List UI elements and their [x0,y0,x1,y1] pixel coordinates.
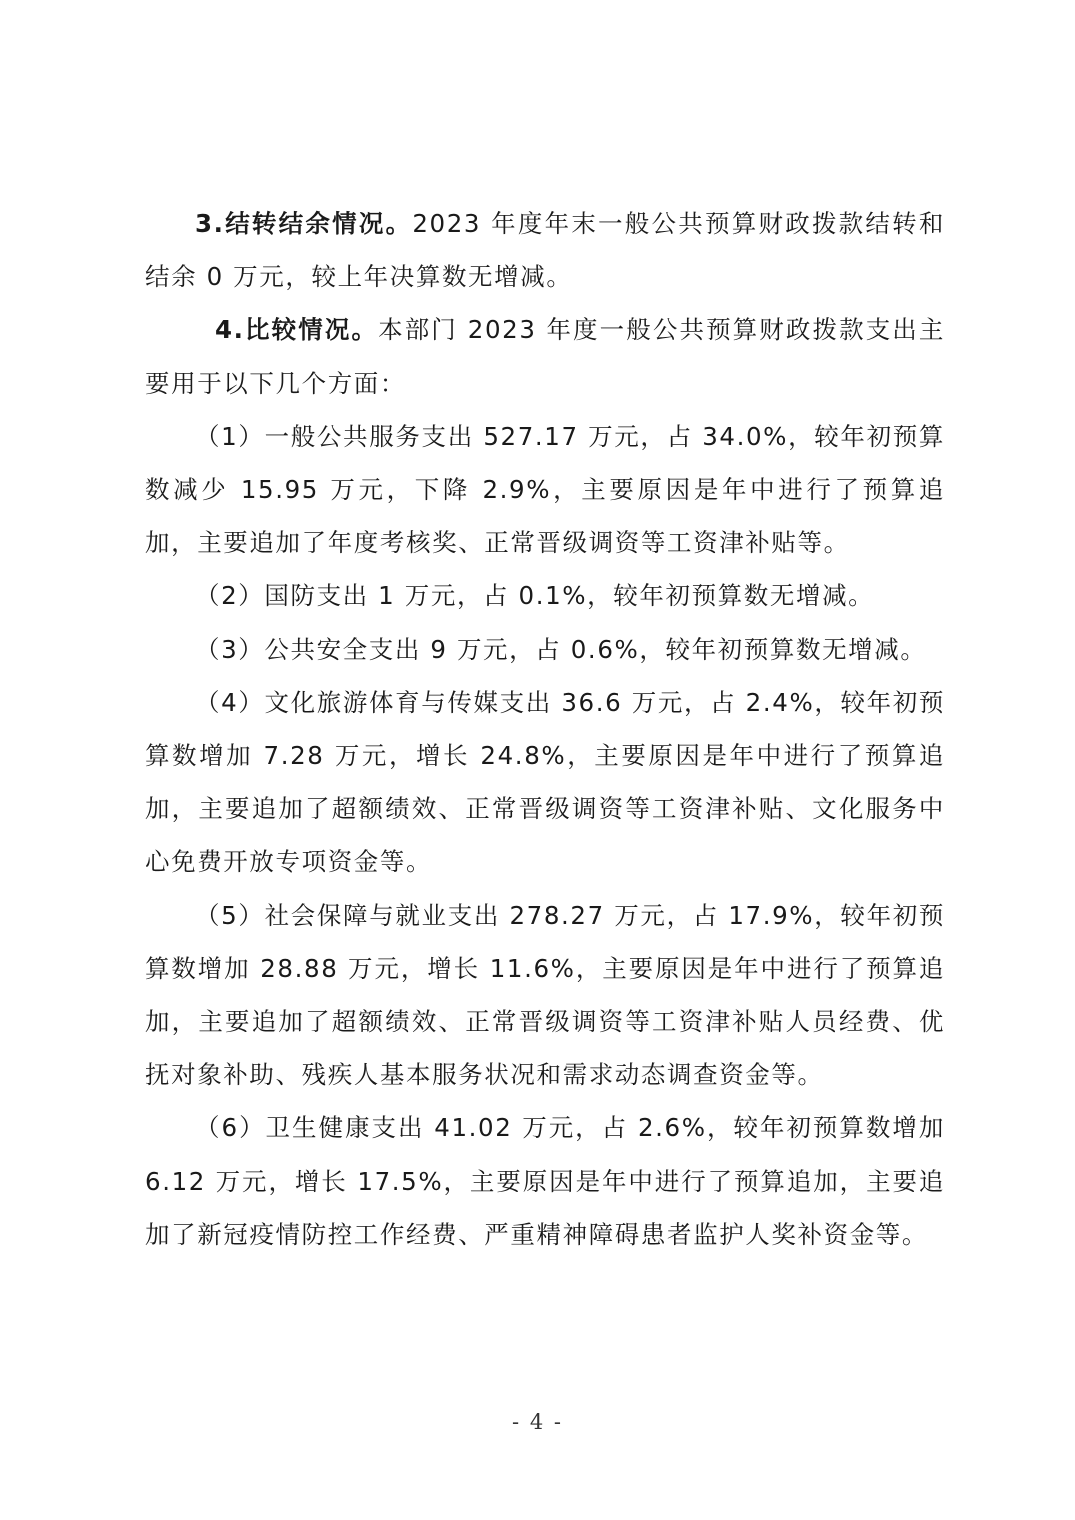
paragraph-text: （1）一般公共服务支出 527.17 万元，占 34.0%，较年初预算数减少 15.95 万元，下降 2.9%，主要原因是年中进行了预算追加，主要追加了年度考核奖、正常晋级调资等工资津补贴等。 [145,421,945,558]
paragraph-item-5 [145,889,945,1102]
paragraph-text: 2023 年度年末一般公共预算财政拨款结转和结余 0 万元，较上年决算数无增减。 [145,209,945,292]
page-number: - 4 - [512,1410,563,1434]
paragraph-text: 本部门 2023 年度一般公共预算财政拨款支出主要用于以下几个方面： [145,315,946,398]
paragraph-item-2 [145,569,945,622]
paragraph-heading: 4.比较情况。 [215,315,379,345]
paragraph-comparison [145,303,945,409]
paragraph-text: （6）卫生健康支出 41.02 万元，占 2.6%，较年初预算数增加 6.12 万元，增长 17.5%，主要原因是年中进行了预算追加，主要追加了新冠疫情防控工作经费、严重精神障碍患者监护人奖补资金等。 [145,1113,945,1249]
paragraph-text: （5）社会保障与就业支出 278.27 万元，占 17.9%，较年初预算数增加 28.88 万元，增长 11.6%，主要原因是年中进行了预算追加，主要追加了超额绩效、正常晋级调资等工资津补贴人员经费、优抚对象补助、残疾人基本服务状况和需求动态调查资金等。 [145,900,945,1090]
paragraph-text: （3）公共安全支出 9 万元，占 0.6%，较年初预算数无增减。 [195,634,927,664]
paragraph-text: （2）国防支出 1 万元，占 0.1%，较年初预算数无增减。 [195,581,875,611]
paragraph-item-4 [145,676,945,889]
paragraph-carryover-balance [145,197,945,303]
body-text [145,197,945,1261]
paragraph-item-3 [145,623,945,676]
paragraph-text: （4）文化旅游体育与传媒支出 36.6 万元，占 2.4%，较年初预算数增加 7.28 万元，增长 24.8%，主要原因是年中进行了预算追加，主要追加了超额绩效、正常晋级调资等工资津补贴、文化服务中心免费开放专项资金等。 [145,687,945,877]
paragraph-heading: 3.结转结余情况。 [195,209,413,238]
paragraph-item-6 [145,1101,945,1261]
paragraph-item-1 [145,410,945,570]
